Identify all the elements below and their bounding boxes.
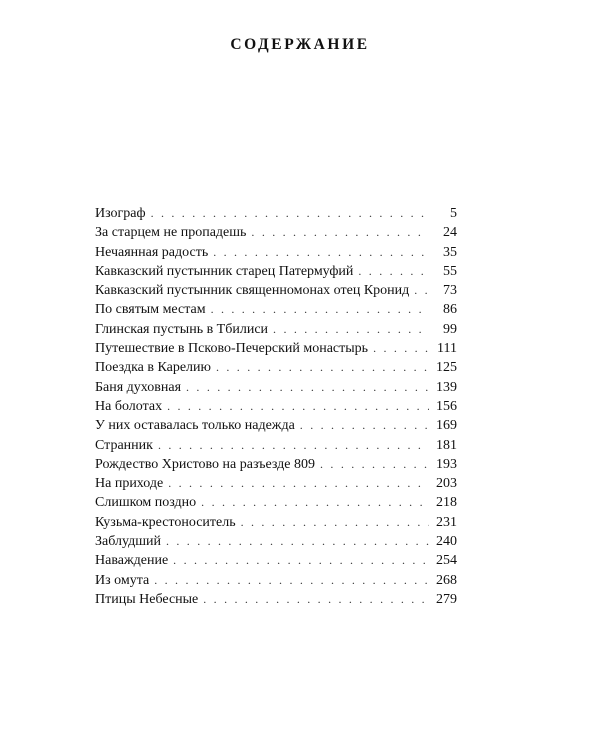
dot-leader [173, 551, 429, 570]
toc-page-number: 139 [436, 379, 457, 395]
dot-leader [358, 262, 429, 281]
toc-entry [95, 339, 457, 358]
toc-entry [95, 397, 457, 416]
toc-entry-title: Поездка в Карелию [95, 360, 211, 376]
toc-entry [95, 455, 457, 474]
toc-entry-title: За старцем не пропадешь [95, 225, 247, 241]
dot-leader [166, 532, 429, 551]
dot-leader [186, 378, 429, 397]
toc-page-number: 156 [436, 398, 457, 414]
toc-entry [95, 378, 457, 397]
toc-entry [95, 436, 457, 455]
toc-entry-title: Слишком поздно [95, 495, 197, 511]
toc-page-number: 218 [436, 495, 457, 511]
dot-leader [211, 300, 429, 319]
toc-page-number: 73 [443, 283, 457, 299]
dot-leader [241, 513, 429, 532]
toc-entry-title: Рождество Христово на разъезде 809 [95, 456, 316, 472]
toc-entry-title: Изограф [95, 206, 146, 221]
dot-leader [251, 223, 429, 242]
toc-entry-title: По святым местам [95, 302, 206, 318]
toc-entry-title: Нечаянная радость [95, 244, 209, 260]
toc-page-number: 99 [443, 321, 457, 337]
toc-entry-title: Из омута [95, 572, 150, 588]
toc-entry-title: Глинская пустынь в Тбилиси [95, 321, 269, 337]
toc-entry [95, 532, 457, 551]
toc-entry-title: Птицы Небесные [95, 591, 199, 607]
toc-entry [95, 590, 457, 609]
dot-leader [273, 320, 429, 339]
dot-leader [158, 436, 429, 455]
dot-leader [201, 493, 429, 512]
toc-page-number: 181 [436, 437, 457, 453]
toc-entry-title: Кавказский пустынник священномонах отец Кронид [95, 283, 410, 299]
dot-leader [373, 339, 429, 358]
dot-leader [203, 590, 429, 609]
toc-entry [95, 243, 457, 262]
toc-entry [95, 262, 457, 281]
dot-leader [414, 281, 429, 300]
toc-entry [95, 474, 457, 493]
toc-entry [95, 223, 457, 242]
toc-entry [95, 571, 457, 590]
toc-entry-title: Баня духовная [95, 379, 182, 395]
toc-page-number: 240 [436, 534, 457, 550]
toc-entry [95, 493, 457, 512]
toc-page-number: 111 [437, 341, 457, 357]
toc-page-number: 203 [436, 476, 457, 492]
toc-entry [95, 204, 457, 223]
toc-entry-title: Кузьма-крестоноситель [95, 514, 236, 530]
toc-page-number: 86 [443, 302, 457, 318]
toc-entry [95, 320, 457, 339]
dot-leader [216, 358, 429, 377]
toc-entry [95, 300, 457, 319]
toc-page-number: 55 [443, 263, 457, 279]
toc-page-number: 279 [436, 591, 457, 607]
dot-leader [300, 416, 429, 435]
toc-page-number: 193 [436, 456, 457, 472]
dot-leader [168, 474, 429, 493]
toc-entry-title: Заблудший [95, 534, 161, 550]
dot-leader [151, 204, 429, 223]
dot-leader [154, 571, 429, 590]
toc-page-number: 125 [436, 360, 457, 376]
page-title: СОДЕРЖАНИЕ [230, 36, 370, 53]
table-of-contents [95, 204, 457, 609]
toc-page-number: 268 [436, 572, 457, 588]
dot-leader [167, 397, 429, 416]
toc-entry-title: На приходе [95, 476, 164, 492]
toc-page-number: 231 [436, 514, 457, 530]
toc-entry [95, 551, 457, 570]
toc-page-number: 35 [443, 244, 457, 260]
toc-page-number: 24 [443, 225, 457, 241]
toc-page-number: 5 [450, 206, 457, 221]
toc-entry [95, 416, 457, 435]
toc-entry-title: У них оставалась только надежда [95, 418, 295, 434]
toc-page-number: 169 [436, 418, 457, 434]
dot-leader [320, 455, 429, 474]
toc-page-number: 254 [436, 553, 457, 569]
toc-entry [95, 513, 457, 532]
toc-entry-title: На болотах [95, 398, 163, 414]
dot-leader [213, 243, 429, 262]
toc-entry-title: Путешествие в Псково-Печерский монастырь [95, 341, 369, 357]
toc-entry [95, 281, 457, 300]
toc-entry-title: Кавказский пустынник старец Патермуфий [95, 263, 354, 279]
toc-entry [95, 358, 457, 377]
toc-entry-title: Странник [95, 437, 153, 453]
toc-entry-title: Наваждение [95, 553, 169, 569]
